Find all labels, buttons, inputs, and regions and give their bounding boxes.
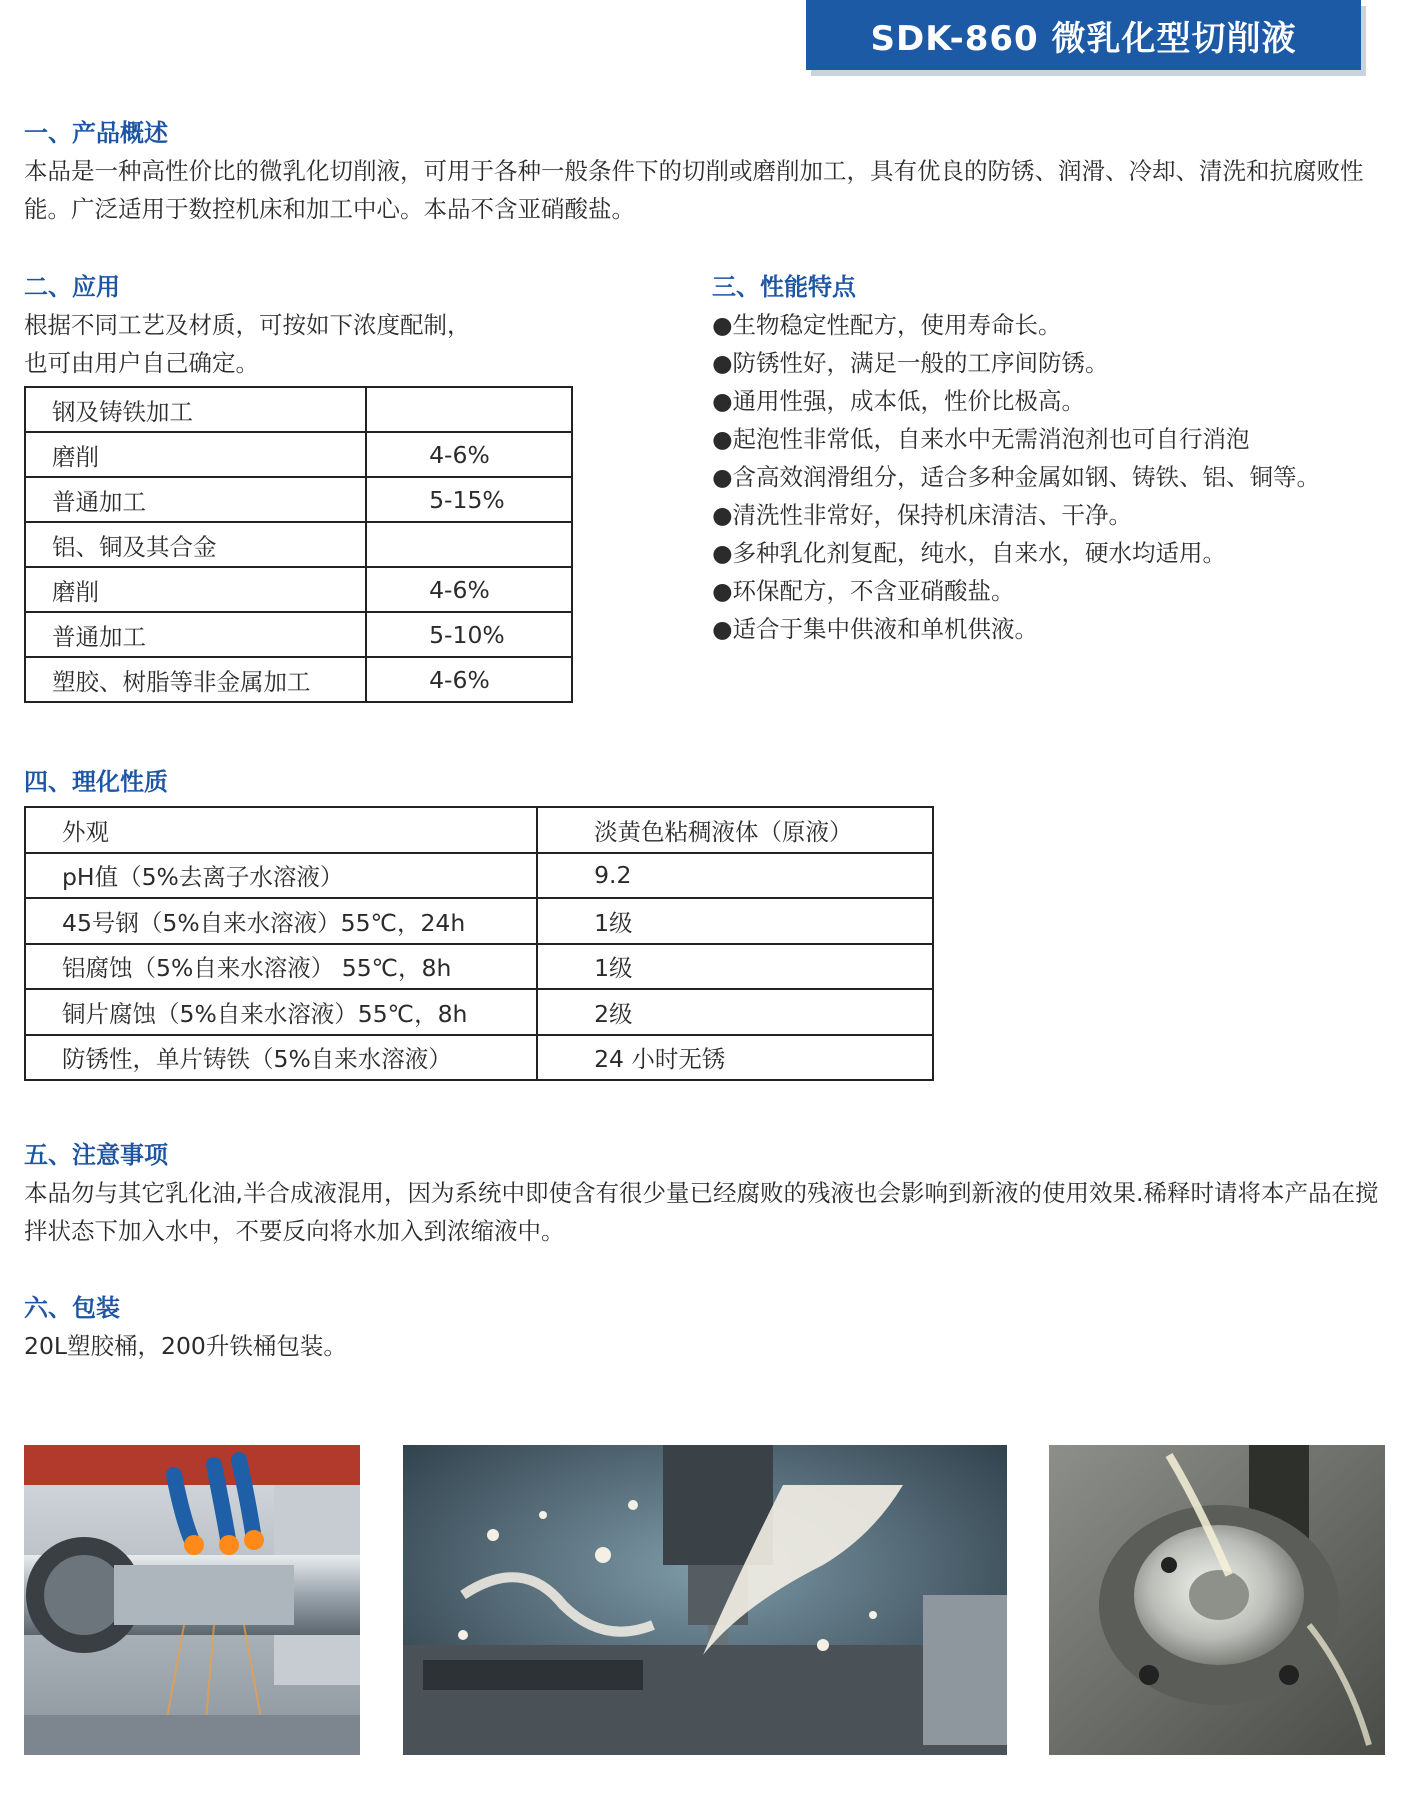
list-item: ●环保配方，不含亚硝酸盐。 [712, 577, 1015, 605]
cnc-machining-photo [1049, 1445, 1385, 1755]
overview-heading: 一、产品概述 [24, 119, 168, 147]
table-row [25, 1035, 933, 1081]
table-row [25, 567, 572, 612]
list-item: ●适合于集中供液和单机供液。 [712, 615, 1039, 643]
grinding-machine-photo [24, 1445, 360, 1755]
packaging-text: 20L塑胶桶，200升铁桶包装。 [24, 1332, 347, 1360]
application-value: 4-6% [366, 567, 572, 612]
property-item: 外观 [25, 807, 537, 853]
property-value: 1级 [537, 898, 933, 944]
features-list [712, 306, 1320, 648]
property-value: 1级 [537, 944, 933, 990]
table-row [25, 657, 572, 702]
application-heading: 二、应用 [24, 273, 120, 301]
overview-text: 本品是一种高性价比的微乳化切削液，可用于各种一般条件下的切削或磨削加工，具有优良的防锈、润滑、冷却、清洗和抗腐败性能。广泛适用于数控机床和加工中心。本品不含亚硝酸盐。 [24, 157, 1364, 223]
table-row [25, 612, 572, 657]
features-heading: 三、性能特点 [712, 273, 856, 301]
application-item: 普通加工 [25, 477, 366, 522]
property-value: 淡黄色粘稠液体（原液） [537, 807, 933, 853]
application-value: 4-6% [366, 657, 572, 702]
table-row [25, 432, 572, 477]
list-item: ●起泡性非常低，自来水中无需消泡剂也可自行消泡 [712, 425, 1250, 453]
table-row [25, 477, 572, 522]
list-item: ●清洗性非常好，保持机床清洁、干净。 [712, 501, 1133, 529]
table-row [25, 387, 572, 432]
application-value [366, 522, 572, 567]
properties-table [24, 806, 934, 1081]
list-item: ●多种乳化剂复配，纯水，自来水，硬水均适用。 [712, 539, 1227, 567]
property-value: 2级 [537, 989, 933, 1035]
property-item: 防锈性，单片铸铁（5%自来水溶液） [25, 1035, 537, 1081]
table-row [25, 807, 933, 853]
notes-heading: 五、注意事项 [24, 1141, 168, 1169]
property-item: 铝腐蚀（5%自来水溶液） 55℃，8h [25, 944, 537, 990]
application-value: 4-6% [366, 432, 572, 477]
table-row [25, 944, 933, 990]
table-row [25, 853, 933, 899]
application-item: 塑胶、树脂等非金属加工 [25, 657, 366, 702]
application-item: 钢及铸铁加工 [25, 387, 366, 432]
property-value: 9.2 [537, 853, 933, 899]
page-title: SDK-860 微乳化型切削液 [806, 0, 1361, 70]
list-item: ●含高效润滑组分，适合多种金属如钢、铸铁、铝、铜等。 [712, 463, 1321, 491]
list-item: ●防锈性好，满足一般的工序间防锈。 [712, 349, 1109, 377]
property-item: 45号钢（5%自来水溶液）55℃，24h [25, 898, 537, 944]
list-item: ●生物稳定性配方，使用寿命长。 [712, 311, 1062, 339]
application-item: 磨削 [25, 432, 366, 477]
property-item: 铜片腐蚀（5%自来水溶液）55℃，8h [25, 989, 537, 1035]
application-intro-line1: 根据不同工艺及材质，可按如下浓度配制， [24, 311, 471, 339]
application-value [366, 387, 572, 432]
properties-heading: 四、理化性质 [24, 768, 168, 796]
property-item: pH值（5%去离子水溶液） [25, 853, 537, 899]
packaging-heading: 六、包装 [24, 1294, 120, 1322]
list-item: ●通用性强，成本低，性价比极高。 [712, 387, 1086, 415]
property-value: 24 小时无锈 [537, 1035, 933, 1081]
concentration-table [24, 386, 573, 703]
table-row [25, 522, 572, 567]
application-value: 5-10% [366, 612, 572, 657]
table-row [25, 898, 933, 944]
application-item: 普通加工 [25, 612, 366, 657]
application-value: 5-15% [366, 477, 572, 522]
application-intro-line2: 也可由用户自己确定。 [24, 349, 259, 377]
milling-coolant-photo [403, 1445, 1007, 1755]
notes-text: 本品勿与其它乳化油,半合成液混用，因为系统中即使含有很少量已经腐败的残液也会影响到新液的使用效果.稀释时请将本产品在搅拌状态下加入水中，不要反向将水加入到浓缩液中。 [24, 1179, 1379, 1245]
table-row [25, 989, 933, 1035]
application-item: 磨削 [25, 567, 366, 612]
application-item: 铝、铜及其合金 [25, 522, 366, 567]
